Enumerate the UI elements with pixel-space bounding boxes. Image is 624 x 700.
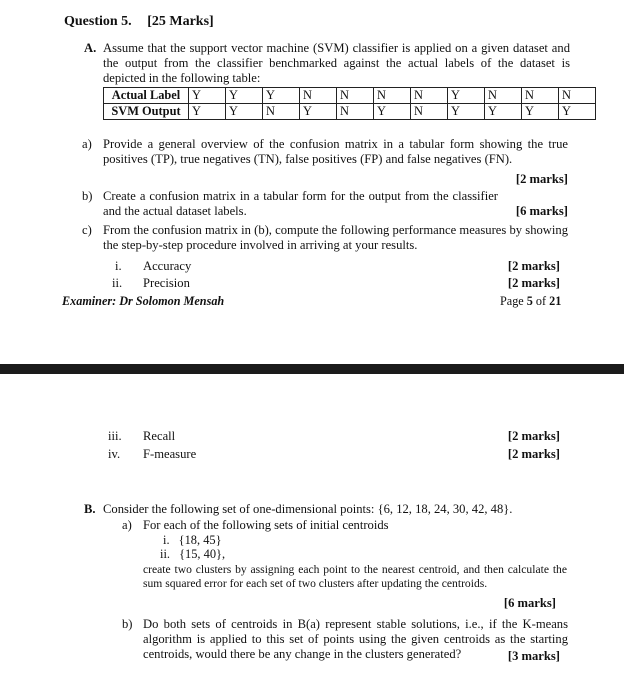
page-prefix: Page [500, 294, 524, 308]
part-b-a-marks: [6 marks] [503, 596, 556, 610]
actual-cell: N [411, 88, 448, 104]
measure-precision [112, 276, 560, 291]
actual-cell: N [300, 88, 337, 104]
item-a-label: a) [82, 137, 92, 151]
label-comparison-table [103, 87, 596, 120]
question-marks: [25 Marks] [147, 14, 214, 29]
svm-cell: Y [522, 104, 559, 120]
measure-recall [108, 429, 560, 444]
page-of: of [535, 294, 547, 308]
part-b-b-marks: [3 marks] [507, 649, 560, 663]
actual-cell: N [485, 88, 522, 104]
actual-label-header: Actual Label [104, 88, 189, 104]
centroid-set-2 [160, 547, 225, 562]
item-a-marks-row [82, 172, 568, 187]
item-a [82, 137, 568, 167]
examiner-name: Examiner: Dr Solomon Mensah [62, 294, 225, 308]
actual-label-row [104, 88, 596, 104]
svm-cell: Y [189, 104, 226, 120]
measure-marks: [2 marks] [507, 429, 560, 443]
measure-num: iii. [108, 429, 122, 443]
actual-cell: N [522, 88, 559, 104]
part-b-intro [84, 502, 570, 517]
item-c-text: From the confusion matrix in (b), compute the following performance measures by showing the step-by-step procedure involved in arriving at your results. [103, 223, 568, 252]
item-c [82, 223, 568, 253]
page-total: 21 [549, 294, 562, 308]
item-b-text: Create a confusion matrix in a tabular form for the output from the classifier and the actual dataset labels. [103, 189, 498, 218]
actual-cell: N [337, 88, 374, 104]
part-b-b-label: b) [122, 617, 133, 631]
measure-accuracy [115, 259, 560, 274]
svm-cell: Y [448, 104, 485, 120]
actual-cell: Y [263, 88, 300, 104]
measure-num: i. [115, 259, 122, 273]
svm-cell: Y [226, 104, 263, 120]
item-a-marks: [2 marks] [515, 172, 568, 186]
svm-output-row [104, 104, 596, 120]
measure-num: iv. [108, 447, 121, 461]
svm-cell: Y [485, 104, 522, 120]
svm-cell: N [411, 104, 448, 120]
item-b-marks-row [82, 204, 568, 219]
part-b-a-marks-row [143, 596, 556, 611]
measure-marks: [2 marks] [507, 259, 560, 273]
centroid-num: i. [163, 533, 170, 547]
centroid-set-1 [163, 533, 222, 548]
measure-text: F-measure [143, 447, 197, 461]
svm-cell: N [263, 104, 300, 120]
item-b-label: b) [82, 189, 93, 203]
actual-cell: Y [226, 88, 263, 104]
svm-cell: N [337, 104, 374, 120]
question-number: Question 5. [64, 14, 132, 29]
measure-marks: [2 marks] [507, 447, 560, 461]
item-c-label: c) [82, 223, 92, 237]
part-b-text: Consider the following set of one-dimensional points: {6, 12, 18, 24, 30, 42, 48}. [103, 502, 513, 516]
measure-text: Recall [143, 429, 176, 443]
part-b-a-text: For each of the following sets of initial centroids [143, 518, 389, 532]
actual-cell: N [374, 88, 411, 104]
item-a-text: Provide a general overview of the confusion matrix in a tabular form showing the true positives (TP), true negatives (TN), false positives (FP) and false negatives (FN). [103, 137, 568, 166]
part-b-a [122, 518, 562, 533]
actual-cell: Y [189, 88, 226, 104]
part-a-label: A. [84, 41, 97, 55]
measure-text: Precision [143, 276, 190, 290]
part-b-label: B. [84, 502, 96, 516]
actual-cell: N [559, 88, 596, 104]
part-a-intro [84, 41, 570, 86]
measure-marks: [2 marks] [507, 276, 560, 290]
question-title [64, 14, 226, 30]
part-b-b-text: Do both sets of centroids in B(a) represent stable solutions, i.e., if the K-means algorithm is applied to this set of points using the given centroids as the starting centroids, would there be any change in the clusters generated? [143, 617, 568, 661]
item-b-marks: [6 marks] [515, 204, 568, 218]
svm-output-header: SVM Output [104, 104, 189, 120]
actual-cell: Y [448, 88, 485, 104]
measure-num: ii. [112, 276, 123, 290]
centroid-values: {15, 40}, [179, 547, 226, 561]
svm-cell: Y [300, 104, 337, 120]
part-b-a-label: a) [122, 518, 132, 532]
svm-cell: Y [374, 104, 411, 120]
measure-fmeasure [108, 447, 560, 462]
page-separator [0, 364, 624, 374]
centroid-values: {18, 45} [178, 533, 222, 547]
svm-cell: Y [559, 104, 596, 120]
part-a-text: Assume that the support vector machine (SVM) classifier is applied on a given dataset and the output from the classifier benchmarked against the actual labels of the dataset is depicted in the following table: [103, 41, 570, 85]
page-current: 5 [526, 294, 533, 308]
part-b-b-marks-row [480, 649, 560, 664]
part-b-a-instructions: create two clusters by assigning each point to the nearest centroid, and then calculate the sum squared error for each set of two clusters after updating the centroids. [143, 563, 567, 590]
centroid-num: ii. [160, 547, 170, 561]
page-number [500, 294, 561, 309]
measure-text: Accuracy [143, 259, 192, 273]
